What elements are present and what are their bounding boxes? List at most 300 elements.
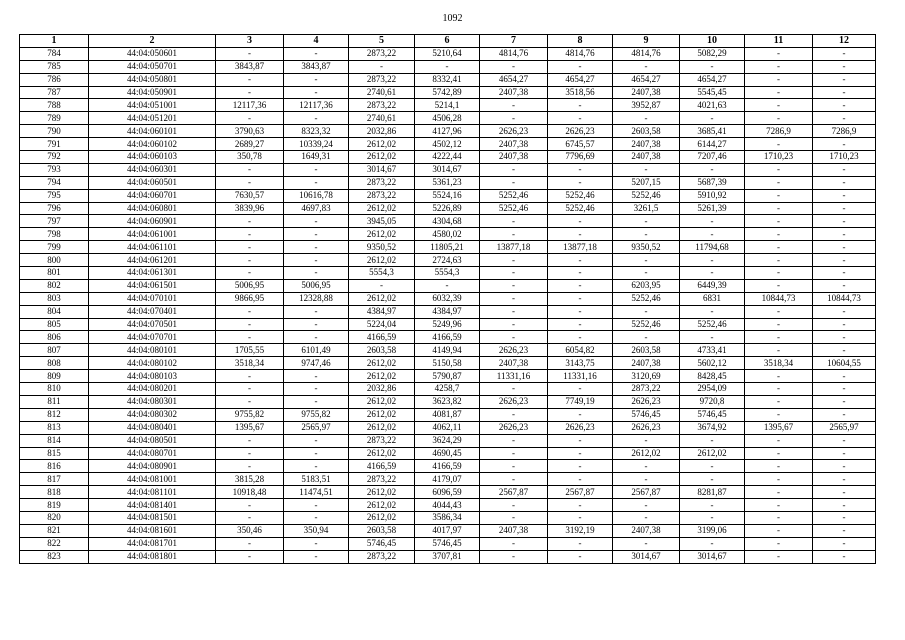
- table-row: [20, 447, 876, 460]
- table-row: [20, 460, 876, 473]
- table-cell: -: [745, 254, 813, 267]
- table-cell: 44:04:061301: [89, 267, 216, 280]
- table-cell: -: [480, 292, 548, 305]
- table-cell: -: [680, 267, 745, 280]
- table-cell: 5249,96: [415, 318, 480, 331]
- table-cell: 44:04:070501: [89, 318, 216, 331]
- table-cell: 11474,51: [284, 486, 349, 499]
- table-cell: 6032,39: [415, 292, 480, 305]
- table-cell: 2626,23: [548, 125, 613, 138]
- table-cell: 3790,63: [216, 125, 284, 138]
- table-cell: 4654,27: [548, 73, 613, 86]
- table-cell: -: [745, 112, 813, 125]
- table-cell: -: [745, 434, 813, 447]
- table-cell: 10844,73: [745, 292, 813, 305]
- table-cell: 4166,59: [415, 460, 480, 473]
- table-cell: 6054,82: [548, 344, 613, 357]
- column-header: 9: [613, 35, 680, 48]
- table-cell: 6449,39: [680, 279, 745, 292]
- table-cell: -: [284, 460, 349, 473]
- table-cell: -: [745, 524, 813, 537]
- table-cell: 3518,56: [548, 86, 613, 99]
- table-cell: -: [680, 331, 745, 344]
- table-cell: 5742,89: [415, 86, 480, 99]
- table-row: [20, 408, 876, 421]
- table-cell: 2612,02: [349, 357, 415, 370]
- table-cell: 4062,11: [415, 421, 480, 434]
- table-cell: -: [813, 383, 876, 396]
- table-cell: -: [680, 60, 745, 73]
- table-cell: -: [548, 228, 613, 241]
- table-cell: 5746,45: [613, 408, 680, 421]
- table-cell: 4814,76: [548, 47, 613, 60]
- table-cell: 822: [20, 537, 89, 550]
- table-cell: 4258,7: [415, 383, 480, 396]
- table-cell: 6101,49: [284, 344, 349, 357]
- table-cell: -: [480, 499, 548, 512]
- table-cell: -: [813, 344, 876, 357]
- table-cell: 4654,27: [613, 73, 680, 86]
- table-cell: 2612,02: [680, 447, 745, 460]
- table-cell: 3261,5: [613, 202, 680, 215]
- table-cell: -: [284, 511, 349, 524]
- table-cell: 44:04:081601: [89, 524, 216, 537]
- table-cell: 2407,38: [480, 138, 548, 151]
- table-cell: -: [415, 279, 480, 292]
- table-cell: -: [216, 460, 284, 473]
- table-cell: 4222,44: [415, 151, 480, 164]
- table-cell: 2612,02: [349, 447, 415, 460]
- table-row: [20, 305, 876, 318]
- table-cell: 2873,22: [349, 73, 415, 86]
- table-cell: 44:04:061001: [89, 228, 216, 241]
- table-cell: -: [745, 537, 813, 550]
- table-row: [20, 241, 876, 254]
- table-cell: 44:04:080101: [89, 344, 216, 357]
- table-cell: 2565,97: [284, 421, 349, 434]
- page-number: 1092: [442, 13, 463, 24]
- table-cell: 44:04:081501: [89, 511, 216, 524]
- table-cell: -: [284, 370, 349, 383]
- table-cell: -: [216, 215, 284, 228]
- table-cell: 44:04:060103: [89, 151, 216, 164]
- table-cell: 4021,63: [680, 99, 745, 112]
- table-cell: 2407,38: [613, 524, 680, 537]
- table-cell: 9720,8: [680, 395, 745, 408]
- table-cell: -: [415, 60, 480, 73]
- table-cell: 3839,96: [216, 202, 284, 215]
- table-cell: 8332,41: [415, 73, 480, 86]
- table-cell: 44:04:060102: [89, 138, 216, 151]
- column-header: 5: [349, 35, 415, 48]
- table-cell: 800: [20, 254, 89, 267]
- table-cell: 10604,55: [813, 357, 876, 370]
- table-cell: -: [284, 318, 349, 331]
- table-cell: 10616,78: [284, 189, 349, 202]
- table-cell: 44:04:080501: [89, 434, 216, 447]
- table-cell: 2626,23: [613, 421, 680, 434]
- table-cell: -: [680, 499, 745, 512]
- table-cell: 5224,04: [349, 318, 415, 331]
- table-row: [20, 125, 876, 138]
- table-cell: 44:04:060101: [89, 125, 216, 138]
- table-cell: -: [480, 176, 548, 189]
- table-cell: 4044,43: [415, 499, 480, 512]
- table-cell: 5252,46: [480, 202, 548, 215]
- table-row: [20, 99, 876, 112]
- table-cell: -: [745, 395, 813, 408]
- table-cell: 44:04:070101: [89, 292, 216, 305]
- table-cell: -: [745, 550, 813, 563]
- table-cell: 7796,69: [548, 151, 613, 164]
- table-cell: -: [680, 305, 745, 318]
- table-row: [20, 267, 876, 280]
- table-cell: 816: [20, 460, 89, 473]
- table-cell: 2740,61: [349, 86, 415, 99]
- table-cell: -: [813, 499, 876, 512]
- table-cell: -: [745, 215, 813, 228]
- table-cell: 44:04:060801: [89, 202, 216, 215]
- table-cell: 791: [20, 138, 89, 151]
- table-row: [20, 60, 876, 73]
- table-cell: -: [813, 99, 876, 112]
- table-cell: 44:04:061201: [89, 254, 216, 267]
- table-row: [20, 499, 876, 512]
- table-cell: -: [216, 254, 284, 267]
- table-cell: 2954,09: [680, 383, 745, 396]
- table-cell: 5261,39: [680, 202, 745, 215]
- table-cell: 2603,58: [349, 344, 415, 357]
- table-cell: -: [480, 537, 548, 550]
- table-cell: -: [680, 112, 745, 125]
- table-cell: 808: [20, 357, 89, 370]
- table-cell: -: [548, 537, 613, 550]
- table-cell: 44:04:080701: [89, 447, 216, 460]
- table-cell: -: [480, 267, 548, 280]
- table-cell: -: [216, 267, 284, 280]
- table-cell: 11331,16: [480, 370, 548, 383]
- table-cell: -: [284, 73, 349, 86]
- table-row: [20, 421, 876, 434]
- table-cell: 2032,86: [349, 125, 415, 138]
- table-cell: 4502,12: [415, 138, 480, 151]
- table-cell: -: [745, 99, 813, 112]
- table-cell: -: [480, 511, 548, 524]
- table-cell: 798: [20, 228, 89, 241]
- table-cell: -: [284, 305, 349, 318]
- table-cell: -: [216, 499, 284, 512]
- table-cell: 9350,52: [349, 241, 415, 254]
- table-cell: 5554,3: [349, 267, 415, 280]
- table-cell: -: [613, 331, 680, 344]
- table-cell: -: [745, 241, 813, 254]
- table-cell: -: [284, 537, 349, 550]
- table-cell: -: [745, 86, 813, 99]
- table-cell: -: [216, 318, 284, 331]
- table-cell: -: [745, 267, 813, 280]
- table-cell: 4814,76: [613, 47, 680, 60]
- table-cell: -: [548, 511, 613, 524]
- table-cell: 5602,12: [680, 357, 745, 370]
- table-cell: 5252,46: [548, 189, 613, 202]
- table-cell: 10339,24: [284, 138, 349, 151]
- table-cell: 5910,92: [680, 189, 745, 202]
- table-cell: 795: [20, 189, 89, 202]
- table-cell: -: [813, 395, 876, 408]
- table-cell: -: [480, 331, 548, 344]
- table-cell: -: [745, 305, 813, 318]
- table-cell: 2873,22: [349, 550, 415, 563]
- table-cell: -: [284, 254, 349, 267]
- table-row: [20, 189, 876, 202]
- table-cell: 44:04:080102: [89, 357, 216, 370]
- table-cell: 2626,23: [480, 421, 548, 434]
- table-cell: -: [548, 383, 613, 396]
- table-cell: -: [613, 305, 680, 318]
- table-cell: 793: [20, 163, 89, 176]
- column-header: 4: [284, 35, 349, 48]
- table-cell: -: [548, 254, 613, 267]
- table-cell: 785: [20, 60, 89, 73]
- table-row: [20, 86, 876, 99]
- table-cell: -: [813, 331, 876, 344]
- table-cell: -: [813, 318, 876, 331]
- column-header: 11: [745, 35, 813, 48]
- table-cell: 5006,95: [216, 279, 284, 292]
- table-cell: 5252,46: [680, 318, 745, 331]
- table-cell: -: [548, 499, 613, 512]
- table-cell: 5746,45: [680, 408, 745, 421]
- table-row: [20, 215, 876, 228]
- table-cell: 7286,9: [813, 125, 876, 138]
- table-cell: 12328,88: [284, 292, 349, 305]
- table-cell: -: [548, 305, 613, 318]
- table-cell: -: [813, 434, 876, 447]
- table-cell: 2626,23: [480, 125, 548, 138]
- table-cell: 4179,07: [415, 473, 480, 486]
- table-cell: 44:04:081001: [89, 473, 216, 486]
- table-cell: -: [745, 331, 813, 344]
- table-cell: -: [813, 254, 876, 267]
- table-cell: 2873,22: [349, 47, 415, 60]
- table-cell: -: [813, 408, 876, 421]
- table-cell: 4697,83: [284, 202, 349, 215]
- table-row: [20, 434, 876, 447]
- table-cell: 44:04:060501: [89, 176, 216, 189]
- table-cell: -: [284, 112, 349, 125]
- table-cell: -: [745, 279, 813, 292]
- table-cell: -: [216, 550, 284, 563]
- table-cell: -: [745, 486, 813, 499]
- table-cell: -: [216, 537, 284, 550]
- table-cell: 5214,1: [415, 99, 480, 112]
- table-cell: -: [216, 370, 284, 383]
- table-cell: 44:04:051001: [89, 99, 216, 112]
- table-cell: 2873,22: [349, 189, 415, 202]
- table-cell: 815: [20, 447, 89, 460]
- table-cell: -: [480, 228, 548, 241]
- table-cell: -: [745, 60, 813, 73]
- table-cell: 4654,27: [480, 73, 548, 86]
- table-cell: 5252,46: [613, 318, 680, 331]
- table-cell: 818: [20, 486, 89, 499]
- table-cell: -: [745, 370, 813, 383]
- table-row: [20, 292, 876, 305]
- table-cell: -: [284, 241, 349, 254]
- table-cell: 44:04:050901: [89, 86, 216, 99]
- table-cell: -: [613, 112, 680, 125]
- table-cell: 823: [20, 550, 89, 563]
- table-cell: 2612,02: [349, 370, 415, 383]
- table-row: [20, 138, 876, 151]
- table-cell: -: [613, 511, 680, 524]
- table-cell: -: [613, 60, 680, 73]
- table-cell: 44:04:080901: [89, 460, 216, 473]
- table-cell: 784: [20, 47, 89, 60]
- table-cell: 12117,36: [284, 99, 349, 112]
- table-cell: -: [216, 241, 284, 254]
- table-cell: -: [613, 434, 680, 447]
- table-cell: 5545,45: [680, 86, 745, 99]
- table-cell: 2873,22: [349, 176, 415, 189]
- table-cell: 5746,45: [349, 537, 415, 550]
- column-header: 7: [480, 35, 548, 48]
- table-cell: 4384,97: [415, 305, 480, 318]
- table-cell: -: [284, 267, 349, 280]
- table-cell: -: [745, 176, 813, 189]
- table-cell: -: [813, 189, 876, 202]
- table-cell: 3815,28: [216, 473, 284, 486]
- table-cell: 4166,59: [349, 331, 415, 344]
- table-row: [20, 331, 876, 344]
- table-cell: 44:04:050801: [89, 73, 216, 86]
- table-cell: 44:04:080301: [89, 395, 216, 408]
- table-cell: -: [813, 228, 876, 241]
- table-cell: 2689,27: [216, 138, 284, 151]
- table-cell: 2603,58: [613, 344, 680, 357]
- table-cell: 13877,18: [480, 241, 548, 254]
- table-cell: -: [813, 550, 876, 563]
- table-cell: -: [284, 47, 349, 60]
- table-cell: 807: [20, 344, 89, 357]
- table-cell: -: [745, 228, 813, 241]
- table-cell: 4690,45: [415, 447, 480, 460]
- table-cell: -: [813, 176, 876, 189]
- table-cell: 9755,82: [284, 408, 349, 421]
- table-row: [20, 73, 876, 86]
- table-cell: 13877,18: [548, 241, 613, 254]
- table-cell: -: [680, 460, 745, 473]
- table-cell: 44:04:080302: [89, 408, 216, 421]
- table-cell: -: [284, 331, 349, 344]
- table-row: [20, 344, 876, 357]
- table-cell: 44:04:050601: [89, 47, 216, 60]
- table-cell: 9350,52: [613, 241, 680, 254]
- table-cell: 2407,38: [613, 86, 680, 99]
- table-cell: -: [216, 112, 284, 125]
- table-cell: -: [548, 60, 613, 73]
- table-cell: 2873,22: [613, 383, 680, 396]
- table-cell: -: [680, 511, 745, 524]
- table-cell: 3623,82: [415, 395, 480, 408]
- table-cell: -: [480, 112, 548, 125]
- table-cell: -: [813, 447, 876, 460]
- table-cell: 9747,46: [284, 357, 349, 370]
- table-cell: 6203,95: [613, 279, 680, 292]
- table-cell: 2626,23: [480, 395, 548, 408]
- table-cell: 5746,45: [415, 537, 480, 550]
- table-cell: -: [480, 279, 548, 292]
- table-cell: -: [813, 73, 876, 86]
- table-cell: -: [284, 383, 349, 396]
- table-cell: 44:04:081701: [89, 537, 216, 550]
- table-cell: 44:04:080401: [89, 421, 216, 434]
- column-header: 3: [216, 35, 284, 48]
- table-cell: 2626,23: [613, 395, 680, 408]
- table-cell: 797: [20, 215, 89, 228]
- table-cell: -: [284, 215, 349, 228]
- table-cell: -: [480, 305, 548, 318]
- table-cell: 350,78: [216, 151, 284, 164]
- table-row: [20, 537, 876, 550]
- table-cell: -: [813, 279, 876, 292]
- table-cell: 4384,97: [349, 305, 415, 318]
- table-cell: 3014,67: [349, 163, 415, 176]
- table-cell: 796: [20, 202, 89, 215]
- table-cell: 814: [20, 434, 89, 447]
- table-cell: 3685,41: [680, 125, 745, 138]
- table-cell: 3952,87: [613, 99, 680, 112]
- table-cell: -: [745, 499, 813, 512]
- table-cell: 3014,67: [415, 163, 480, 176]
- table-cell: 10918,48: [216, 486, 284, 499]
- table-cell: 9755,82: [216, 408, 284, 421]
- table-cell: -: [216, 176, 284, 189]
- table-cell: 44:04:070401: [89, 305, 216, 318]
- table-cell: -: [813, 112, 876, 125]
- table-cell: 4304,68: [415, 215, 480, 228]
- table-cell: 3586,34: [415, 511, 480, 524]
- table-cell: 786: [20, 73, 89, 86]
- data-table: [19, 34, 876, 564]
- table-cell: 799: [20, 241, 89, 254]
- table-cell: 803: [20, 292, 89, 305]
- table-cell: 788: [20, 99, 89, 112]
- table-cell: 2407,38: [480, 86, 548, 99]
- table-cell: 5252,46: [480, 189, 548, 202]
- table-cell: 5252,46: [613, 292, 680, 305]
- table-cell: -: [613, 499, 680, 512]
- table-row: [20, 486, 876, 499]
- table-cell: 2407,38: [613, 138, 680, 151]
- table-cell: -: [745, 447, 813, 460]
- table-cell: 44:04:060901: [89, 215, 216, 228]
- table-cell: -: [480, 254, 548, 267]
- table-cell: -: [284, 447, 349, 460]
- table-cell: -: [284, 176, 349, 189]
- table-cell: -: [613, 473, 680, 486]
- table-cell: 5554,3: [415, 267, 480, 280]
- table-row: [20, 163, 876, 176]
- table-row: [20, 279, 876, 292]
- table-cell: -: [216, 228, 284, 241]
- table-cell: -: [548, 434, 613, 447]
- table-cell: -: [813, 202, 876, 215]
- table-cell: -: [548, 112, 613, 125]
- table-cell: 821: [20, 524, 89, 537]
- table-cell: -: [680, 215, 745, 228]
- table-cell: -: [548, 215, 613, 228]
